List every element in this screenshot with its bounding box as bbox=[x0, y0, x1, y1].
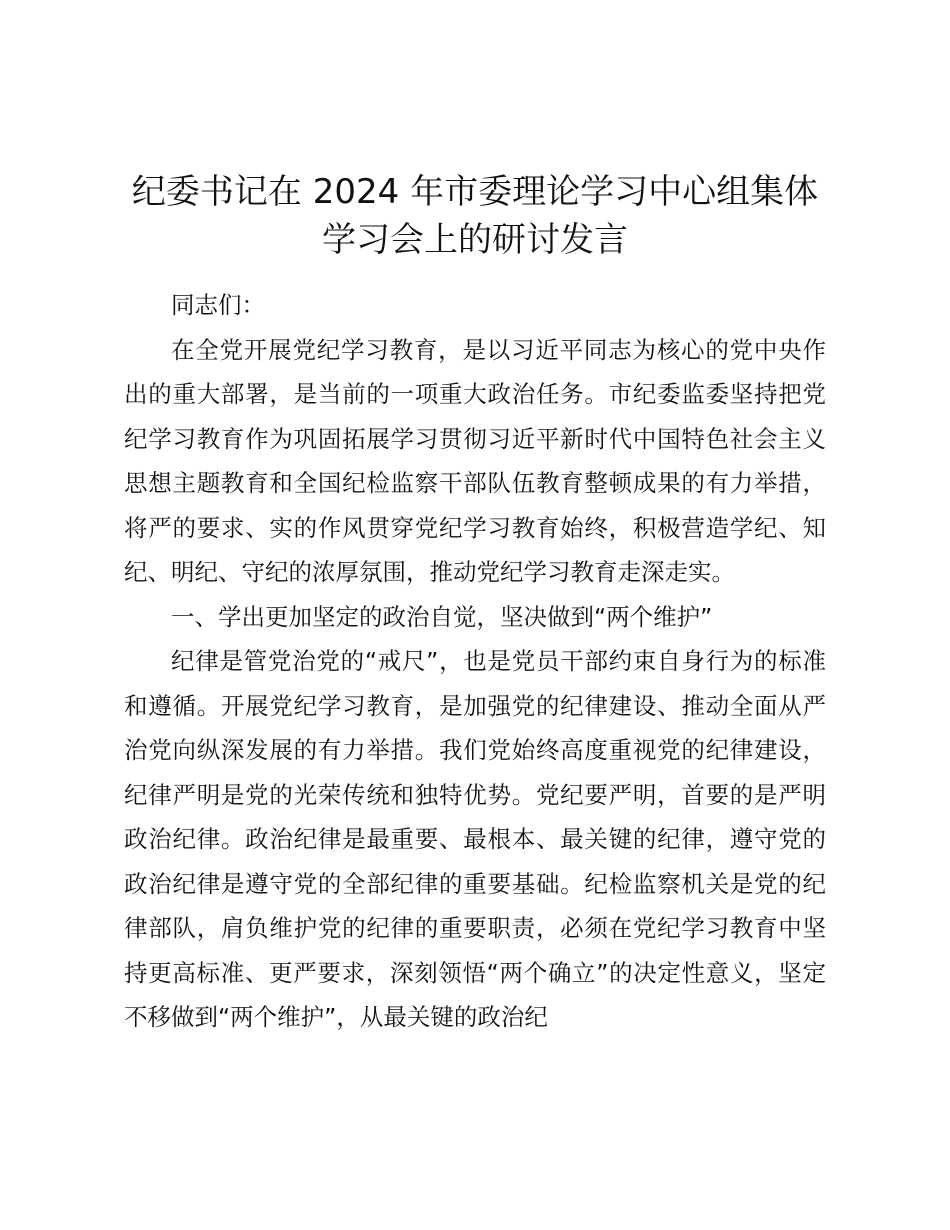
section-heading: 一、学出更加坚定的政治自觉，坚决做到“两个维护” bbox=[171, 602, 713, 631]
paragraph-discipline: 纪律是管党治党的“戒尺”，也是党员干部约束自身行为的标准和遵循。开展党纪学习教育，是加强党的纪律建设、推动全面从严治党向纵深发展的有力举措。我们党始终高度重视党的纪律建设，纪律严明是党的光荣传统和独特优势。党纪要严明，首要的是严明政治纪律。政治纪律是最重要、最根本、最关键的纪律，遵守党的政治纪律是遵守党的全部纪律的重要基础。纪检监察机关是党的纪律部队，肩负维护党的纪律的重要职责，必须在党纪学习教育中坚持更高标准、更严要求，深刻领悟“两个确立”的决定性意义，坚定不移做到“两个维护”，从最关键的政治纪 bbox=[124, 647, 826, 1031]
document-body bbox=[124, 283, 826, 1040]
salutation: 同志们： bbox=[171, 291, 265, 319]
title-line-1: 纪委书记在 2024 年市委理论学习中心组集体 bbox=[131, 172, 819, 212]
paragraph-intro: 在全党开展党纪学习教育，是以习近平同志为核心的党中央作出的重大部署，是当前的一项重大政治任务。市纪委监委坚持把党纪学习教育作为巩固拓展学习贯彻习近平新时代中国特色社会主义思想主题教育和全国纪检监察干部队伍教育整顿成果的有力举措，将严的要求、实的作风贯穿党纪学习教育始终，积极营造学纪、知纪、明纪、守纪的浓厚氛围，推动党纪学习教育走深走实。 bbox=[124, 335, 826, 586]
document-title bbox=[120, 168, 830, 264]
title-line-2: 学习会上的研讨发言 bbox=[322, 220, 628, 260]
